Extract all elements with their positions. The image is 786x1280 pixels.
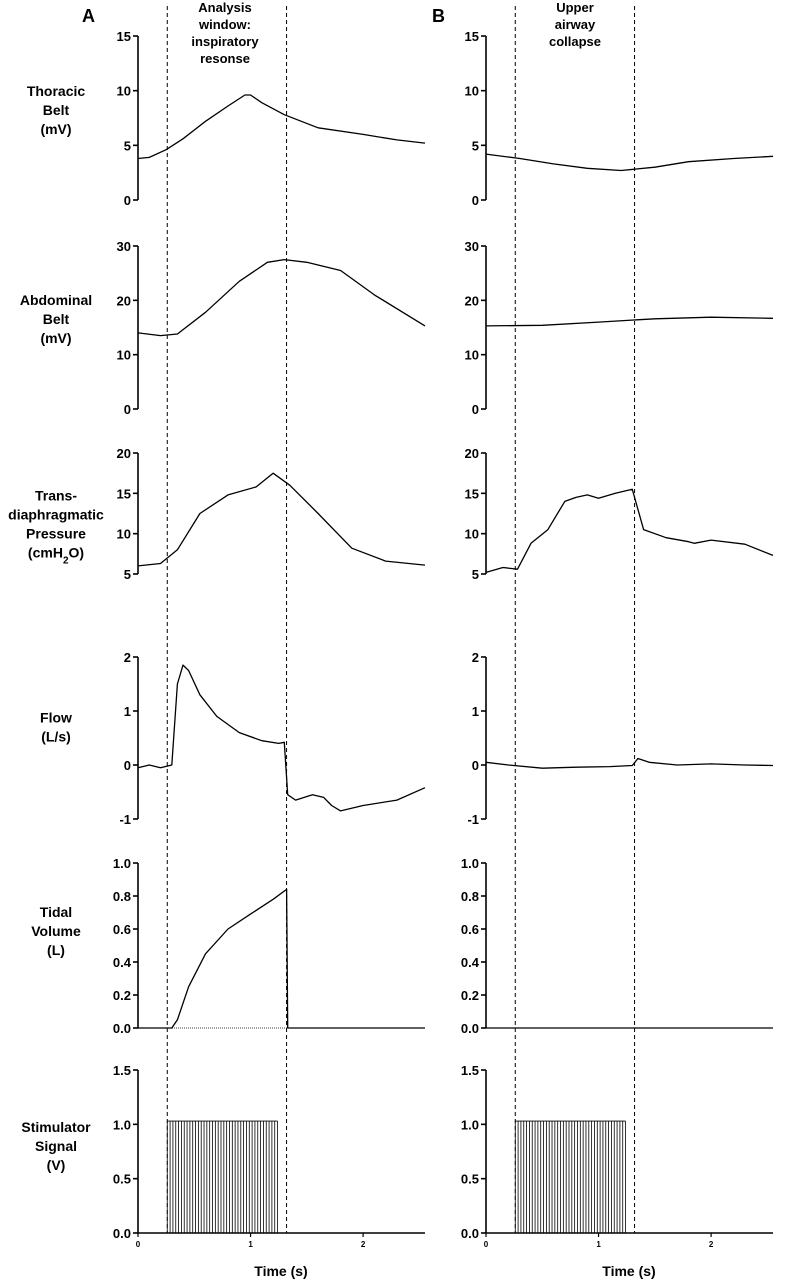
series-line (138, 665, 425, 811)
y-tick-label: 0.8 (112, 889, 131, 904)
chart-a-row-0 (117, 29, 425, 208)
y-tick-label: 20 (464, 293, 479, 309)
y-tick-label: 1.0 (460, 856, 479, 871)
y-tick-label: 1 (471, 704, 479, 719)
chart-a-row-4 (113, 856, 425, 1036)
y-tick-label: 0 (123, 758, 131, 773)
y-tick-label: 15 (464, 29, 479, 44)
row-label-line: (L/s) (41, 728, 71, 745)
row-label-line: (mV) (40, 121, 72, 137)
row-label-line: Stimulator (21, 1119, 91, 1135)
panel-a-letter: A (82, 6, 95, 26)
row-label-3 (40, 710, 72, 745)
y-tick-label: 0 (471, 758, 479, 773)
series-line (138, 95, 425, 159)
panel-b-header-line: airway (554, 17, 596, 32)
y-tick-label: 2 (471, 650, 479, 665)
x-axis-title: Time (s) (254, 1263, 308, 1279)
row-label-line: Abdominal (19, 292, 93, 308)
plots (8, 6, 773, 1279)
y-tick-label: 0.6 (112, 922, 131, 937)
y-tick-label: 0.0 (460, 1226, 479, 1241)
panel-a-header-line: resonse (200, 51, 250, 66)
y-tick-label: 15 (116, 486, 131, 502)
y-tick-label: -1 (467, 812, 479, 827)
y-tick-label: 10 (464, 347, 479, 363)
row-label-5 (21, 1119, 91, 1173)
chart-a-row-1 (117, 239, 425, 417)
y-tick-label: 15 (116, 29, 131, 44)
chart-b-row-5 (461, 1063, 773, 1279)
row-label-line: Flow (40, 709, 72, 726)
x-tick-label: 1 (248, 1240, 253, 1249)
series-line (138, 260, 425, 336)
panel-b-header-line: Upper (556, 0, 594, 15)
row-label-line: Trans- (34, 487, 78, 504)
panel-a-header-line: Analysis (198, 0, 252, 15)
y-tick-label: 0.8 (460, 889, 479, 904)
row-label-line: (cmH$_2$O) (27, 544, 85, 566)
y-tick-label: 20 (116, 446, 131, 461)
panel-b-letter: B (432, 6, 445, 26)
row-label-line: Thoracic (26, 83, 86, 99)
y-tick-label: 0.0 (112, 1021, 131, 1036)
row-label-1 (20, 292, 92, 346)
x-axis-title: Time (s) (602, 1263, 656, 1279)
row-label-line: (L) (47, 942, 65, 958)
row-label-line: (mV) (40, 330, 72, 346)
y-tick-label: 10 (116, 83, 131, 99)
row-label-line: Belt (42, 311, 70, 327)
y-tick-label: 20 (464, 446, 479, 461)
row-label-line: Signal (34, 1138, 78, 1154)
chart-a-row-5 (113, 1063, 425, 1279)
row-label-line: (V) (46, 1157, 66, 1173)
y-tick-label: 1.0 (460, 1117, 479, 1133)
y-tick-label: 0.5 (112, 1171, 131, 1187)
chart-b-row-3 (467, 650, 773, 827)
y-tick-label: 10 (464, 83, 479, 99)
y-tick-label: -1 (119, 812, 131, 827)
y-tick-label: 10 (116, 347, 131, 363)
y-tick-label: 10 (116, 526, 131, 542)
y-tick-label: 0.5 (460, 1171, 479, 1187)
panel-a-header (191, 0, 259, 66)
panel-a-header-line: inspiratory (191, 34, 259, 49)
panel-b-header-line: collapse (548, 34, 602, 49)
series-line (486, 317, 773, 326)
y-tick-label: 1 (123, 704, 131, 719)
row-label-line: Volume (31, 923, 81, 939)
y-tick-label: 1.5 (460, 1063, 479, 1078)
row-label-line: Belt (42, 102, 70, 118)
y-tick-label: 1.0 (112, 856, 131, 871)
y-tick-label: 30 (464, 239, 479, 254)
y-tick-label: 20 (116, 293, 131, 309)
y-tick-label: 2 (123, 650, 131, 665)
chart-a-row-2 (117, 446, 425, 582)
y-tick-label: 15 (464, 486, 479, 502)
x-tick-label: 0 (483, 1240, 489, 1249)
subscript: 2 (62, 555, 69, 566)
chart-a-row-3 (119, 650, 425, 827)
y-tick-label: 5 (123, 567, 131, 582)
chart-b-row-1 (465, 239, 773, 417)
series-line (138, 889, 425, 1028)
x-tick-label: 1 (596, 1240, 601, 1249)
row-label-2 (8, 488, 104, 567)
y-tick-label: 0.2 (460, 988, 479, 1003)
series-line (486, 154, 773, 170)
series-line (486, 489, 773, 572)
y-tick-label: 0.0 (112, 1226, 131, 1241)
y-tick-label: 0 (471, 193, 479, 208)
series-line (138, 473, 425, 566)
y-tick-label: 0 (123, 402, 131, 417)
y-tick-label: 0 (471, 402, 479, 417)
panel-a-header-line: window: (199, 17, 251, 32)
panel-b-header (549, 0, 601, 49)
y-tick-label: 5 (471, 567, 479, 582)
row-label-line: Pressure (26, 525, 86, 542)
chart-b-row-0 (465, 29, 773, 208)
x-tick-label: 2 (708, 1240, 714, 1249)
row-label-line: diaphragmatic (8, 506, 104, 523)
y-tick-label: 0.2 (112, 988, 131, 1003)
row-label-line: Tidal (39, 904, 73, 920)
y-tick-label: 30 (116, 239, 131, 254)
y-tick-label: 0 (123, 193, 131, 208)
y-tick-label: 1.5 (112, 1063, 131, 1078)
x-tick-label: 2 (360, 1240, 366, 1249)
chart-b-row-4 (461, 856, 773, 1036)
y-tick-label: 5 (123, 138, 131, 154)
y-tick-label: 0.4 (460, 955, 479, 970)
pulse-train (515, 1121, 625, 1233)
row-label-0 (27, 83, 86, 137)
y-tick-label: 1.0 (112, 1117, 131, 1133)
chart-b-row-2 (465, 446, 773, 582)
x-tick-label: 0 (135, 1240, 141, 1249)
y-tick-label: 0.4 (112, 955, 131, 970)
y-tick-label: 10 (464, 526, 479, 542)
y-tick-label: 0.6 (460, 922, 479, 937)
row-label-4 (31, 904, 81, 958)
pulse-train (167, 1121, 277, 1233)
y-tick-label: 5 (471, 138, 479, 154)
series-line (486, 759, 773, 769)
y-tick-label: 0.0 (460, 1021, 479, 1036)
